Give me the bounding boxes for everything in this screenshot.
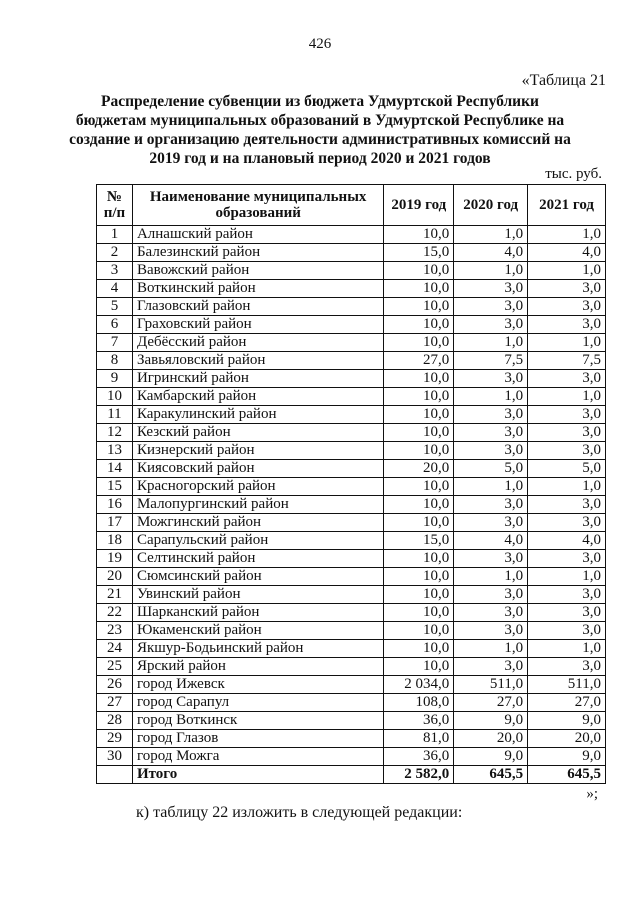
row-number: 6 bbox=[97, 316, 133, 334]
row-value-2019: 15,0 bbox=[384, 244, 454, 262]
row-value-2019: 10,0 bbox=[384, 640, 454, 658]
header-name: Наименование муниципальных образований bbox=[132, 185, 383, 226]
row-number: 16 bbox=[97, 496, 133, 514]
row-number: 15 bbox=[97, 478, 133, 496]
row-number: 19 bbox=[97, 550, 133, 568]
row-value-2021: 3,0 bbox=[528, 316, 606, 334]
row-value-2021: 1,0 bbox=[528, 478, 606, 496]
row-value-2021: 7,5 bbox=[528, 352, 606, 370]
row-municipality: Воткинский район bbox=[132, 280, 383, 298]
row-value-2021: 20,0 bbox=[528, 730, 606, 748]
row-value-2020: 1,0 bbox=[454, 226, 528, 244]
row-municipality: Киясовский район bbox=[132, 460, 383, 478]
row-value-2019: 10,0 bbox=[384, 424, 454, 442]
row-municipality: Малопургинский район bbox=[132, 496, 383, 514]
table-row bbox=[97, 280, 606, 298]
row-municipality: город Глазов bbox=[132, 730, 383, 748]
row-value-2021: 3,0 bbox=[528, 424, 606, 442]
row-value-2019: 10,0 bbox=[384, 406, 454, 424]
row-municipality: Красногорский район bbox=[132, 478, 383, 496]
row-number: 21 bbox=[97, 586, 133, 604]
table-row bbox=[97, 640, 606, 658]
row-value-2021: 5,0 bbox=[528, 460, 606, 478]
table-row bbox=[97, 406, 606, 424]
row-value-2020: 3,0 bbox=[454, 424, 528, 442]
row-municipality: Якшур-Бодьинский район bbox=[132, 640, 383, 658]
row-value-2019: 10,0 bbox=[384, 568, 454, 586]
row-value-2019: 10,0 bbox=[384, 496, 454, 514]
row-value-2019: 2 034,0 bbox=[384, 676, 454, 694]
row-value-2021: 1,0 bbox=[528, 262, 606, 280]
total-2020: 645,5 bbox=[454, 766, 528, 784]
row-value-2020: 4,0 bbox=[454, 244, 528, 262]
row-value-2019: 10,0 bbox=[384, 298, 454, 316]
row-municipality: Увинский район bbox=[132, 586, 383, 604]
title-line: Распределение субвенции из бюджета Удмуртской Республики bbox=[101, 93, 539, 110]
row-value-2020: 511,0 bbox=[454, 676, 528, 694]
row-value-2020: 3,0 bbox=[454, 514, 528, 532]
row-value-2020: 3,0 bbox=[454, 316, 528, 334]
row-value-2021: 3,0 bbox=[528, 586, 606, 604]
row-value-2020: 1,0 bbox=[454, 478, 528, 496]
row-value-2020: 7,5 bbox=[454, 352, 528, 370]
row-municipality: Глазовский район bbox=[132, 298, 383, 316]
row-value-2020: 3,0 bbox=[454, 280, 528, 298]
row-number: 20 bbox=[97, 568, 133, 586]
total-label: Итого bbox=[132, 766, 383, 784]
table-row bbox=[97, 604, 606, 622]
title-line: 2019 год и на плановый период 2020 и 2021 годов bbox=[149, 150, 491, 167]
row-value-2020: 9,0 bbox=[454, 712, 528, 730]
row-number: 29 bbox=[97, 730, 133, 748]
row-number: 10 bbox=[97, 388, 133, 406]
header-2019: 2019 год bbox=[384, 185, 454, 226]
row-value-2020: 4,0 bbox=[454, 532, 528, 550]
row-value-2021: 511,0 bbox=[528, 676, 606, 694]
table-row bbox=[97, 262, 606, 280]
row-value-2021: 3,0 bbox=[528, 370, 606, 388]
row-value-2021: 3,0 bbox=[528, 514, 606, 532]
row-value-2019: 10,0 bbox=[384, 316, 454, 334]
row-number: 9 bbox=[97, 370, 133, 388]
row-value-2019: 27,0 bbox=[384, 352, 454, 370]
table-row bbox=[97, 478, 606, 496]
row-value-2020: 3,0 bbox=[454, 622, 528, 640]
row-number: 30 bbox=[97, 748, 133, 766]
row-municipality: город Сарапул bbox=[132, 694, 383, 712]
row-municipality: Алнашский район bbox=[132, 226, 383, 244]
row-value-2019: 10,0 bbox=[384, 370, 454, 388]
row-number: 14 bbox=[97, 460, 133, 478]
table-row bbox=[97, 730, 606, 748]
row-value-2020: 27,0 bbox=[454, 694, 528, 712]
row-value-2021: 1,0 bbox=[528, 388, 606, 406]
table-row bbox=[97, 586, 606, 604]
row-number: 3 bbox=[97, 262, 133, 280]
row-value-2021: 9,0 bbox=[528, 712, 606, 730]
row-number: 12 bbox=[97, 424, 133, 442]
row-value-2021: 1,0 bbox=[528, 568, 606, 586]
row-value-2021: 3,0 bbox=[528, 622, 606, 640]
row-number: 1 bbox=[97, 226, 133, 244]
row-number: 22 bbox=[97, 604, 133, 622]
total-2021: 645,5 bbox=[528, 766, 606, 784]
row-municipality: Камбарский район bbox=[132, 388, 383, 406]
table-row bbox=[97, 676, 606, 694]
table-body bbox=[97, 226, 606, 766]
title-line: бюджетам муниципальных образований в Удмуртской Республике на bbox=[75, 112, 565, 129]
table-row bbox=[97, 370, 606, 388]
row-municipality: Юкаменский район bbox=[132, 622, 383, 640]
row-number: 7 bbox=[97, 334, 133, 352]
row-value-2020: 3,0 bbox=[454, 370, 528, 388]
row-value-2021: 3,0 bbox=[528, 496, 606, 514]
row-value-2019: 10,0 bbox=[384, 514, 454, 532]
row-municipality: город Воткинск bbox=[132, 712, 383, 730]
units-label: тыс. руб. bbox=[545, 166, 602, 182]
row-number: 24 bbox=[97, 640, 133, 658]
row-number: 2 bbox=[97, 244, 133, 262]
row-value-2021: 9,0 bbox=[528, 748, 606, 766]
row-value-2020: 3,0 bbox=[454, 550, 528, 568]
row-municipality: Ярский район bbox=[132, 658, 383, 676]
row-value-2019: 10,0 bbox=[384, 604, 454, 622]
closing-quote: »; bbox=[586, 786, 598, 802]
row-value-2019: 10,0 bbox=[384, 622, 454, 640]
row-value-2019: 10,0 bbox=[384, 478, 454, 496]
row-municipality: город Можга bbox=[132, 748, 383, 766]
row-municipality: Каракулинский район bbox=[132, 406, 383, 424]
row-value-2020: 3,0 bbox=[454, 298, 528, 316]
row-municipality: Вавожский район bbox=[132, 262, 383, 280]
row-number: 28 bbox=[97, 712, 133, 730]
row-value-2021: 27,0 bbox=[528, 694, 606, 712]
page-number: 426 bbox=[308, 36, 332, 52]
instruction-text: к) таблицу 22 изложить в следующей редакции: bbox=[136, 804, 463, 821]
row-value-2019: 15,0 bbox=[384, 532, 454, 550]
table-row bbox=[97, 388, 606, 406]
row-municipality: Можгинский район bbox=[132, 514, 383, 532]
table-row bbox=[97, 748, 606, 766]
table-row bbox=[97, 712, 606, 730]
table-row bbox=[97, 550, 606, 568]
table-row bbox=[97, 298, 606, 316]
row-value-2019: 10,0 bbox=[384, 280, 454, 298]
total-2019: 2 582,0 bbox=[384, 766, 454, 784]
row-value-2021: 4,0 bbox=[528, 244, 606, 262]
row-value-2021: 1,0 bbox=[528, 226, 606, 244]
row-value-2020: 5,0 bbox=[454, 460, 528, 478]
table-row bbox=[97, 532, 606, 550]
table-reference: «Таблица 21 bbox=[521, 72, 606, 89]
row-number: 5 bbox=[97, 298, 133, 316]
row-value-2020: 1,0 bbox=[454, 262, 528, 280]
row-value-2020: 3,0 bbox=[454, 604, 528, 622]
table-row bbox=[97, 694, 606, 712]
table-row bbox=[97, 514, 606, 532]
header-number: № п/п bbox=[97, 185, 133, 226]
table-row bbox=[97, 460, 606, 478]
row-value-2019: 20,0 bbox=[384, 460, 454, 478]
table-row bbox=[97, 442, 606, 460]
row-value-2020: 1,0 bbox=[454, 568, 528, 586]
row-value-2021: 1,0 bbox=[528, 640, 606, 658]
subvention-table bbox=[96, 184, 606, 784]
row-value-2020: 20,0 bbox=[454, 730, 528, 748]
total-number-cell bbox=[97, 766, 133, 784]
row-value-2020: 1,0 bbox=[454, 334, 528, 352]
table-row bbox=[97, 568, 606, 586]
row-value-2019: 10,0 bbox=[384, 262, 454, 280]
row-value-2020: 1,0 bbox=[454, 640, 528, 658]
table-row bbox=[97, 496, 606, 514]
table-row bbox=[97, 334, 606, 352]
row-value-2021: 3,0 bbox=[528, 406, 606, 424]
table-row bbox=[97, 316, 606, 334]
row-number: 23 bbox=[97, 622, 133, 640]
row-value-2020: 9,0 bbox=[454, 748, 528, 766]
table-row bbox=[97, 352, 606, 370]
row-number: 25 bbox=[97, 658, 133, 676]
title-line: создание и организацию деятельности административных комиссий на bbox=[69, 131, 571, 148]
header-2020: 2020 год bbox=[454, 185, 528, 226]
row-municipality: Кизнерский район bbox=[132, 442, 383, 460]
total-row bbox=[97, 766, 606, 784]
row-value-2020: 3,0 bbox=[454, 586, 528, 604]
row-value-2019: 10,0 bbox=[384, 586, 454, 604]
row-value-2019: 36,0 bbox=[384, 712, 454, 730]
document-title bbox=[60, 92, 580, 168]
row-value-2019: 108,0 bbox=[384, 694, 454, 712]
row-number: 27 bbox=[97, 694, 133, 712]
row-number: 26 bbox=[97, 676, 133, 694]
row-value-2019: 10,0 bbox=[384, 334, 454, 352]
row-number: 13 bbox=[97, 442, 133, 460]
table-row bbox=[97, 244, 606, 262]
row-value-2021: 1,0 bbox=[528, 334, 606, 352]
table-row bbox=[97, 424, 606, 442]
header-2021: 2021 год bbox=[528, 185, 606, 226]
row-number: 11 bbox=[97, 406, 133, 424]
row-value-2019: 10,0 bbox=[384, 226, 454, 244]
row-value-2020: 1,0 bbox=[454, 388, 528, 406]
row-value-2021: 4,0 bbox=[528, 532, 606, 550]
row-value-2020: 3,0 bbox=[454, 496, 528, 514]
row-municipality: Селтинский район bbox=[132, 550, 383, 568]
row-municipality: Завьяловский район bbox=[132, 352, 383, 370]
row-municipality: Сюмсинский район bbox=[132, 568, 383, 586]
row-municipality: Шарканский район bbox=[132, 604, 383, 622]
row-value-2019: 10,0 bbox=[384, 550, 454, 568]
table-row bbox=[97, 226, 606, 244]
row-value-2021: 3,0 bbox=[528, 550, 606, 568]
row-value-2021: 3,0 bbox=[528, 442, 606, 460]
row-municipality: Игринский район bbox=[132, 370, 383, 388]
row-value-2019: 36,0 bbox=[384, 748, 454, 766]
row-value-2019: 10,0 bbox=[384, 388, 454, 406]
row-municipality: город Ижевск bbox=[132, 676, 383, 694]
row-value-2019: 81,0 bbox=[384, 730, 454, 748]
row-value-2021: 3,0 bbox=[528, 298, 606, 316]
row-value-2021: 3,0 bbox=[528, 280, 606, 298]
row-value-2021: 3,0 bbox=[528, 604, 606, 622]
row-municipality: Балезинский район bbox=[132, 244, 383, 262]
row-municipality: Кезский район bbox=[132, 424, 383, 442]
row-number: 4 bbox=[97, 280, 133, 298]
table-row bbox=[97, 622, 606, 640]
row-value-2019: 10,0 bbox=[384, 658, 454, 676]
row-value-2021: 3,0 bbox=[528, 658, 606, 676]
row-value-2019: 10,0 bbox=[384, 442, 454, 460]
row-value-2020: 3,0 bbox=[454, 442, 528, 460]
row-value-2020: 3,0 bbox=[454, 658, 528, 676]
row-municipality: Сарапульский район bbox=[132, 532, 383, 550]
row-value-2020: 3,0 bbox=[454, 406, 528, 424]
table-header-row bbox=[97, 185, 606, 226]
row-number: 8 bbox=[97, 352, 133, 370]
table-row bbox=[97, 658, 606, 676]
row-number: 17 bbox=[97, 514, 133, 532]
row-municipality: Граховский район bbox=[132, 316, 383, 334]
row-municipality: Дебёсский район bbox=[132, 334, 383, 352]
row-number: 18 bbox=[97, 532, 133, 550]
